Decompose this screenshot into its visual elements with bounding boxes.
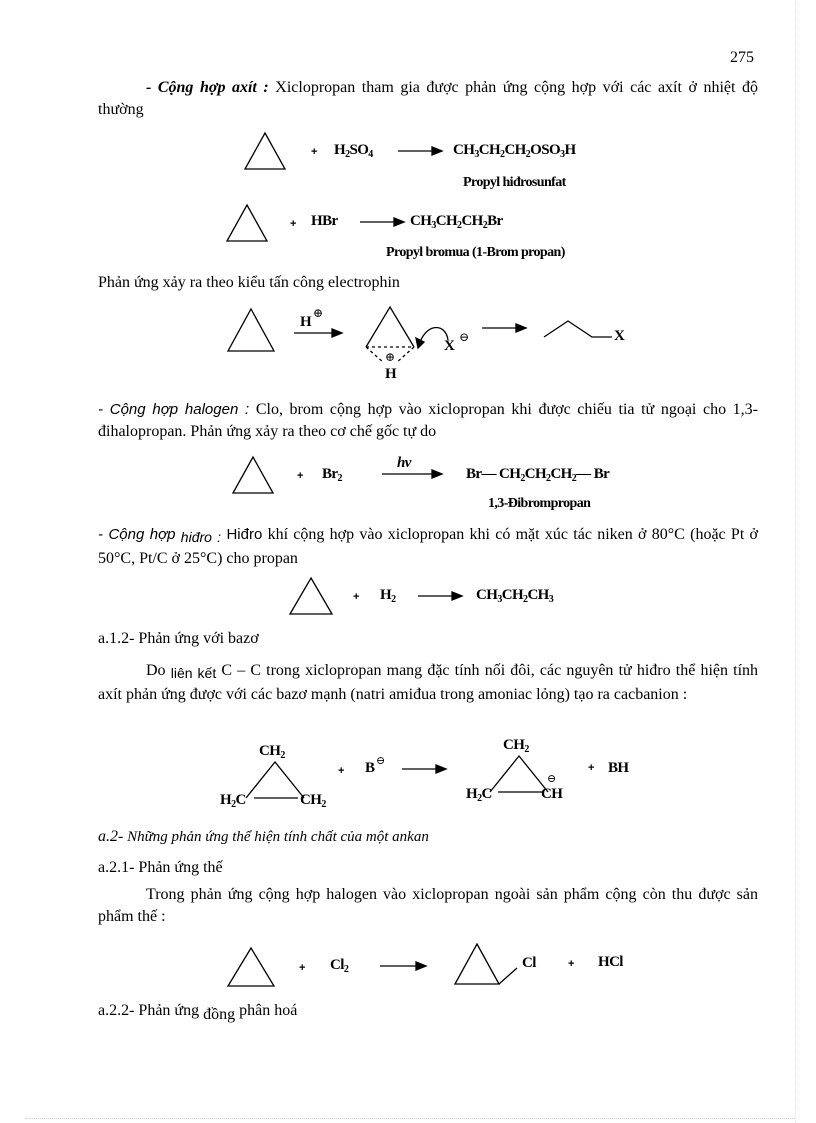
heading-a21: a.2.1- Phản ứng thế [98,859,223,876]
cyclopropane-3 [231,455,275,495]
mech-h-plus: H [300,314,312,330]
page-border-bottom [25,1118,795,1119]
arrow-3 [382,469,442,479]
reagent-h2: $H_2$ [380,587,396,605]
ring2-top-ch2: $CH_2$ [503,737,529,755]
product-bh: BH [608,760,629,776]
arrow-1 [398,146,442,156]
plus-1: + [311,146,318,158]
product-dibromopropane: Br— $CH_2CH_2CH_2—$ Br [466,466,610,484]
product-cl: Cl [522,955,536,971]
ominus-sign-3: ⊖ [547,773,557,785]
oplus-sign-1: ⊕ [313,306,324,320]
heading-a2-title: Những phản ứng thể hiện tính chất của một ankan [123,829,429,845]
condition-hv: hν [397,455,411,471]
chlorocyclopropane [453,942,523,988]
text-acid-addition: Xiclopropan tham gia được phản ứng cộng hợp với các axít ở nhiệt độ thường [98,79,758,118]
arrow-2 [360,217,404,227]
product-hcl: HCl [598,954,623,970]
name-propyl-hydrosulfate: Propyl hiđrosunfat [463,175,566,190]
name-propyl-bromide: Propyl bromua (1-Brom propan) [386,245,565,260]
text-lien-ket: liên kết [170,665,217,681]
ring2-left-h2c: $H_2C$ [466,786,492,804]
ring1-right-ch2: $CH_2$ [300,792,326,810]
paragraph-substitution: Trong phản ứng cộng hợp halogen vào xiclopropan ngoài sản phẩm cộng còn thu được sản phẩm thế : [98,886,758,925]
heading-a2 [98,828,429,846]
ring2-right-ch: CH [541,786,563,802]
heading-a22 [98,1000,297,1026]
oplus-sign-2: ⊕ [385,350,396,364]
heading-a22-part2: đồng [203,1006,236,1023]
reagent-br2: $Br_2$ [322,466,342,484]
arrow-5 [402,764,446,774]
lead-acid-addition: - Cộng hợp axít : [146,79,269,96]
reagent-base: B [365,760,375,776]
arrow-4 [418,591,462,601]
ring1-left-h2c: $H_2C$ [220,792,246,810]
ominus-sign-2: ⊖ [376,755,386,767]
lead-hydrogen-addition: - Cộng hợp [98,526,176,543]
lead-halogen-addition: - Cộng hợp halogen : [98,401,250,418]
product-propyl-bromide: $CH_3CH_2CH_2Br$ [410,213,503,231]
mech-x-end: X [614,328,625,344]
word-hydro: Hiđro [221,526,263,543]
cyclopropane-1 [243,131,287,171]
propyl-chain [542,317,614,341]
text-halogen-addition: Clo, brom cộng hợp vào xiclopropan khi được chiếu tia tử ngoại cho 1,3- đihalopropan. Phản ứng xảy ra theo cơ chế gốc tự do [98,401,758,440]
lead-hydrogen-word: hiđro : [180,529,221,545]
mechanism-intro: Phản ứng xảy ra theo kiểu tấn công electrophin [98,274,400,291]
paragraph-halogen-addition [98,399,758,443]
plus-4: + [353,591,360,603]
cyclopropane-2 [225,203,269,243]
heading-a2-number: a.2- [98,828,124,845]
product-propyl-hydrosulfate: $CH_3CH_2CH_2OSO_3H$ [453,142,576,160]
paragraph-hydrogen-addition [98,524,758,570]
arrow-mech-1 [294,328,342,338]
mech-h-bottom: H [385,366,397,382]
ring1-top-ch2: $CH_2$ [259,743,285,761]
plus-5: + [338,765,345,777]
plus-7: + [299,962,306,974]
cyclopropane-4 [288,576,334,616]
cyclopropane-mech [226,307,276,353]
paragraph-acid-addition [98,77,758,121]
plus-6: + [588,762,595,774]
paragraph-base-reaction [98,660,758,706]
heading-a22-part3: phân hoá [235,1002,298,1019]
text-base-reaction: C – C trong xiclopropan mang đặc tính nối đôi, các nguyên tử hiđro thể hiện tính axít phản ứng được với các bazơ mạnh (natri amiđua trong amoniac lỏng) tạo ra cacbanion : [98,662,759,703]
text-hydrogen-addition: khí cộng hợp vào xiclopropan khi có mặt xúc tác niken ở 80°C (hoặc Pt ở 50°C, Pt/C ở 25°C) cho propan [98,526,759,567]
page-border-right [795,0,796,1123]
ominus-sign-1: ⊖ [459,330,470,344]
text-do: Do [146,662,166,679]
plus-2: + [290,218,297,230]
plus-3: + [297,470,304,482]
heading-a22-part1: a.2.2- Phản ứng [98,1002,200,1019]
cyclopropane-6 [226,946,276,988]
arrow-6 [380,961,426,971]
reagent-h2so4: $H_2SO_4$ [334,142,373,160]
heading-a12: a.1.2- Phản ứng với bazơ [98,630,259,647]
reagent-cl2: $Cl_2$ [330,957,349,975]
page-number: 275 [730,49,754,66]
product-propane: $CH_3CH_2CH_3$ [476,587,554,605]
mech-x-minus: X [444,338,455,354]
arrow-mech-2 [482,323,526,333]
plus-8: + [568,958,575,970]
reagent-hbr: HBr [311,213,338,229]
name-dibromopropane: 1,3-Đibrompropan [488,496,591,511]
